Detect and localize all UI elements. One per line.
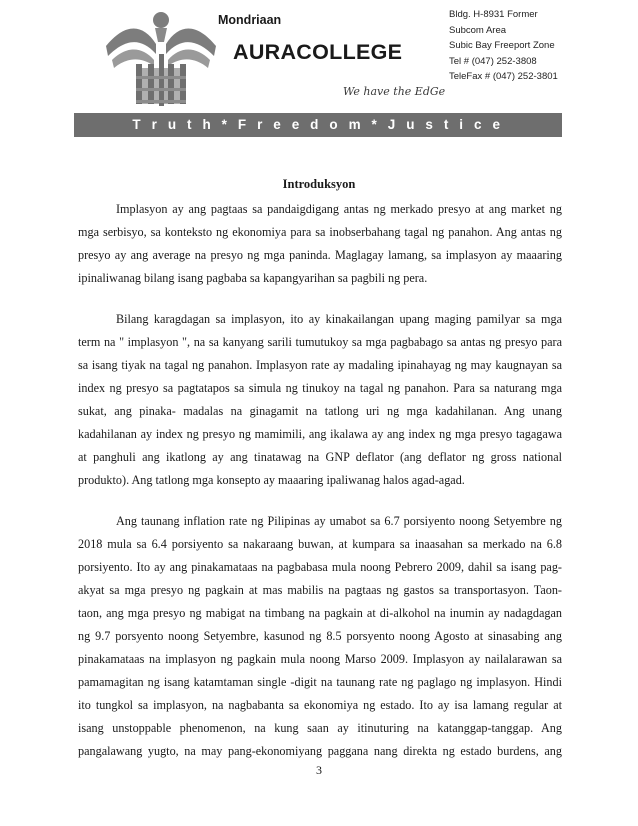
document-body bbox=[78, 198, 562, 763]
text-line: Implasyon ay ang pagtaas sa pandaigdigang antas ng merkado presyo at ang market ng bbox=[116, 202, 562, 216]
address-block bbox=[449, 7, 558, 85]
document-title: Introduksyon bbox=[282, 177, 356, 191]
text-line: pinakamataas na implasyon ng pagkain mula noong Marso 2009. Implasyon ay nailalarawan sa bbox=[78, 652, 562, 666]
paragraph-1 bbox=[78, 198, 562, 290]
paragraph-2 bbox=[78, 308, 562, 492]
text-line: isang unstoppable phenomenon, na kung saan ay itinuturing na katanggap-tanggap. Ang bbox=[78, 721, 562, 735]
text-line: pangalawang yugto, na may pang-ekonomiyang paggana nang direkta ng estado burdens, ang bbox=[78, 744, 562, 758]
text-line: pamamagitan ng isang katamtaman single -digit na taunang rate ng paglago ng implasyon. Hindi bbox=[78, 675, 562, 689]
text-line: akyat sa mga presyo ng pagkain at mas mabilis na pagtaas ng gastos sa transportasyon. Taon- bbox=[78, 583, 562, 597]
text-line: Ang taunang inflation rate ng Pilipinas ay umabot sa 6.7 porsiyento noong Setyembre ng bbox=[116, 514, 562, 528]
text-line: presyo ay ang average na presyo ng mga paninda. Maglagay lamang, sa implasyon ay maaaring bbox=[78, 248, 562, 262]
text-line: taon, ang mga presyo ng mabigat na timbang na pagkain at di-alkohol na inumin ay nadagdagan bbox=[78, 606, 562, 620]
college-logo bbox=[98, 6, 224, 112]
school-name: Mondriaan bbox=[218, 13, 282, 27]
address-line: Subic Bay Freeport Zone bbox=[449, 40, 555, 52]
cursive-tagline: We have the EdGe bbox=[343, 85, 446, 98]
text-line: Bilang karagdagan sa implasyon, ito ay kinakailangan upang maging pamilyar sa mga bbox=[116, 312, 562, 326]
text-line: sukat, ang pinaka- madalas na ginagamit na tatlong uri ng mga kadahilanan. Ang unang bbox=[78, 404, 562, 418]
phone-line: Tel # (047) 252-3808 bbox=[449, 55, 537, 67]
address-line: Subcom Area bbox=[449, 24, 507, 36]
motto-banner: T r u t h * F r e e d o m * J u s t i c e bbox=[74, 113, 562, 137]
page-number: 3 bbox=[316, 763, 322, 777]
text-line: 2018 mula sa 6.4 porsiyento sa nakaraang buwan, at kumpara sa inaasahan sa merkado na 6.8 bbox=[78, 537, 562, 551]
text-line: ipinaliwanag bilang isang pagbaba sa kapangyarihan sa pagbili ng pera. bbox=[78, 271, 428, 285]
text-line: kadahilanan ay index ng presyo ng mamimili, ang ikalawa ay ang index ng mga presyo tagagawa bbox=[78, 427, 562, 441]
address-line: Bldg. H-8931 Former bbox=[449, 9, 538, 20]
text-line: ito tungkol sa implasyon, na nagbabanta sa ekonomiya ng estado. Ito ay isa lamang regular at bbox=[78, 698, 562, 712]
fax-line: TeleFax # (047) 252-3801 bbox=[449, 71, 558, 83]
college-name: AURACOLLEGE bbox=[233, 40, 403, 64]
text-line: ng 9.7 porsyento noong Setyembre, kasunod ng 8.5 porsyento noong Agosto at sinasabing ang bbox=[78, 629, 562, 643]
text-line: index ng presyo sa pagtatapos sa simula ng tinukoy na tagal ng panahon. Para sa naturang mga bbox=[78, 381, 562, 395]
paragraph-3 bbox=[78, 510, 562, 763]
text-line: sa isang tiyak na tagal ng panahon. Implasyon rate ay madaling ipinahayag ng may kaugnayan sa bbox=[78, 358, 562, 372]
text-line: mga serbisyo, sa konteksto ng ekonomiya para sa inobserbahang tagal ng panahon. Ang antas ng bbox=[78, 225, 562, 239]
text-line: porsiyento. Ito ay ang pinakamataas na pagbabasa mula noong Pebrero 2009, dahil sa isang pag- bbox=[78, 560, 562, 574]
text-line: at panghuli ang ikatlong ay ang tinatawag na GNP deflator (ang deflator ng gross national bbox=[78, 450, 562, 464]
text-line: term na " implasyon ", na sa kanyang sarili tumutukoy sa mga pagbabago sa antas ng presyo para bbox=[78, 335, 562, 349]
text-line: produkto). Ang tatlong mga konsepto ay maaaring ipaliwanag halos agad-agad. bbox=[78, 473, 465, 487]
